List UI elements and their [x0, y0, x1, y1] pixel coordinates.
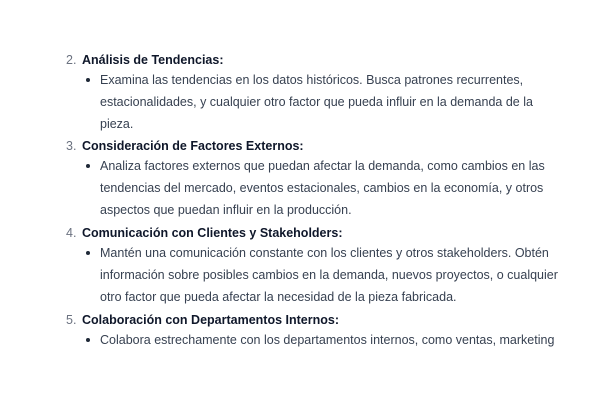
list-item-number: 4.: [66, 226, 77, 240]
list-item-title: Colaboración con Departamentos Internos:: [82, 313, 339, 327]
list-item-bullet-text: Analiza factores externos que puedan afectar la demanda, como cambios en las tendencias del mercado, eventos estacionales, cambios en la economía, y otros aspectos que puedan influir en la producción.: [100, 159, 545, 217]
list-item-number: 2.: [66, 53, 77, 67]
bullet-dot-icon: [86, 164, 90, 168]
list-item-bullet-text: Mantén una comunicación constante con los clientes y otros stakeholders. Obtén información sobre posibles cambios en la demanda, nuevos proyectos, o cualquier otro factor que pueda afectar la necesidad de la pieza fabricada.: [100, 246, 558, 304]
list-item-heading: [0, 50, 600, 70]
list-item-heading: [0, 223, 600, 243]
list-item-title: Comunicación con Clientes y Stakeholders:: [82, 226, 343, 240]
list-item-number: 5.: [66, 313, 77, 327]
list-item-bullet-text: Examina las tendencias en los datos históricos. Busca patrones recurrentes, estacionalidades, y cualquier otro factor que pueda influir en la demanda de la pieza.: [100, 73, 533, 131]
list-item-heading: [0, 310, 600, 330]
list-item-heading: [0, 136, 600, 156]
list-item-number: 3.: [66, 139, 77, 153]
bullet-dot-icon: [86, 338, 90, 342]
list-item-title: Análisis de Tendencias:: [82, 53, 224, 67]
bullet-dot-icon: [86, 251, 90, 255]
list-item-bullet-text: Colabora estrechamente con los departamentos internos, como ventas, marketing: [100, 333, 555, 347]
list-item-title: Consideración de Factores Externos:: [82, 139, 304, 153]
bullet-dot-icon: [86, 78, 90, 82]
